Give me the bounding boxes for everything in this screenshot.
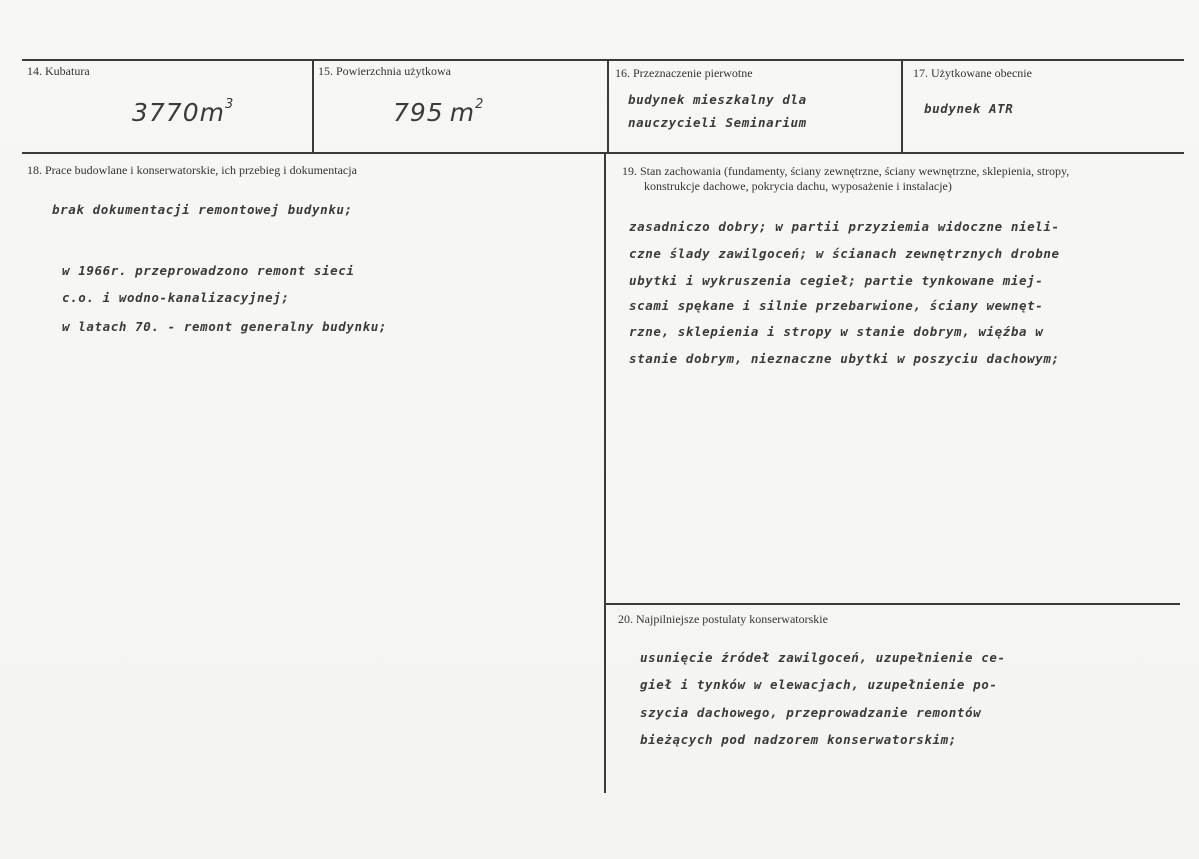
col-divider-16-17 [901, 60, 903, 153]
powierzchnia-unit: m [449, 98, 476, 127]
kubatura-exponent: 3 [224, 96, 235, 112]
field-15-value [393, 98, 484, 127]
field-19-line-6: stanie dobrym, nieznaczne ubytki w poszyciu dachowym; [629, 351, 1060, 366]
field-20-line-3: szycia dachowego, przeprowadzanie remontów [640, 705, 982, 720]
field-17-value: budynek ATR [924, 101, 1014, 116]
field-19-line-3: ubytki i wykruszenia cegieł; partie tynkowane miej- [629, 273, 1044, 288]
field-15-label: 15. Powierzchnia użytkowa [318, 64, 451, 78]
col-divider-main [604, 153, 606, 793]
field-17-label: 17. Użytkowane obecnie [913, 66, 1032, 80]
field-16-label: 16. Przeznaczenie pierwotne [615, 66, 753, 80]
field-19-line-2: czne ślady zawilgoceń; w ścianach zewnętrznych drobne [629, 246, 1060, 261]
field-19-line-1: zasadniczo dobry; w partii przyziemia widoczne nieli- [629, 219, 1060, 234]
field-20-line-2: gieł i tynków w elewacjach, uzupełnienie po- [640, 677, 998, 692]
row-divider [22, 152, 1184, 154]
field-20-label: 20. Najpilniejsze postulaty konserwatorskie [618, 612, 828, 626]
col-divider-15-16 [607, 60, 609, 153]
field-19-line-4: scami spękane i silnie przebarwione, ściany wewnęt- [629, 298, 1044, 313]
top-rule [22, 59, 1184, 61]
field-18-line-1: brak dokumentacji remontowej budynku; [52, 202, 353, 217]
field-19-label-line-1: 19. Stan zachowania (fundamenty, ściany zewnętrzne, ściany wewnętrzne, sklepienia, stropy, [622, 164, 1070, 178]
section-20-divider [606, 603, 1180, 605]
field-18-line-2: w 1966r. przeprowadzono remont sieci [62, 263, 355, 278]
field-20-line-1: usunięcie źródeł zawilgoceń, uzupełnienie ce- [640, 650, 1006, 665]
field-19-label-line-2: konstrukcje dachowe, pokrycia dachu, wyposażenie i instalacje) [644, 179, 952, 193]
field-16-line-1: budynek mieszkalny dla [628, 92, 807, 107]
powierzchnia-number: 795 [393, 98, 444, 127]
kubatura-number: 3770 [132, 98, 200, 127]
field-18-line-3: c.o. i wodno-kanalizacyjnej; [62, 290, 290, 305]
field-20-line-4: bieżących pod nadzorem konserwatorskim; [640, 732, 957, 747]
powierzchnia-exponent: 2 [475, 96, 485, 112]
field-18-label: 18. Prace budowlane i konserwatorskie, ich przebieg i dokumentacja [27, 163, 357, 177]
field-16-line-2: nauczycieli Seminarium [628, 115, 807, 130]
field-18-line-4: w latach 70. - remont generalny budynku; [62, 319, 388, 334]
field-19-line-5: rzne, sklepienia i stropy w stanie dobrym, więźba w [629, 324, 1044, 339]
field-14-value [132, 98, 234, 127]
field-14-label: 14. Kubatura [27, 64, 90, 78]
col-divider-14-15 [312, 60, 314, 153]
kubatura-unit: m [199, 98, 225, 127]
